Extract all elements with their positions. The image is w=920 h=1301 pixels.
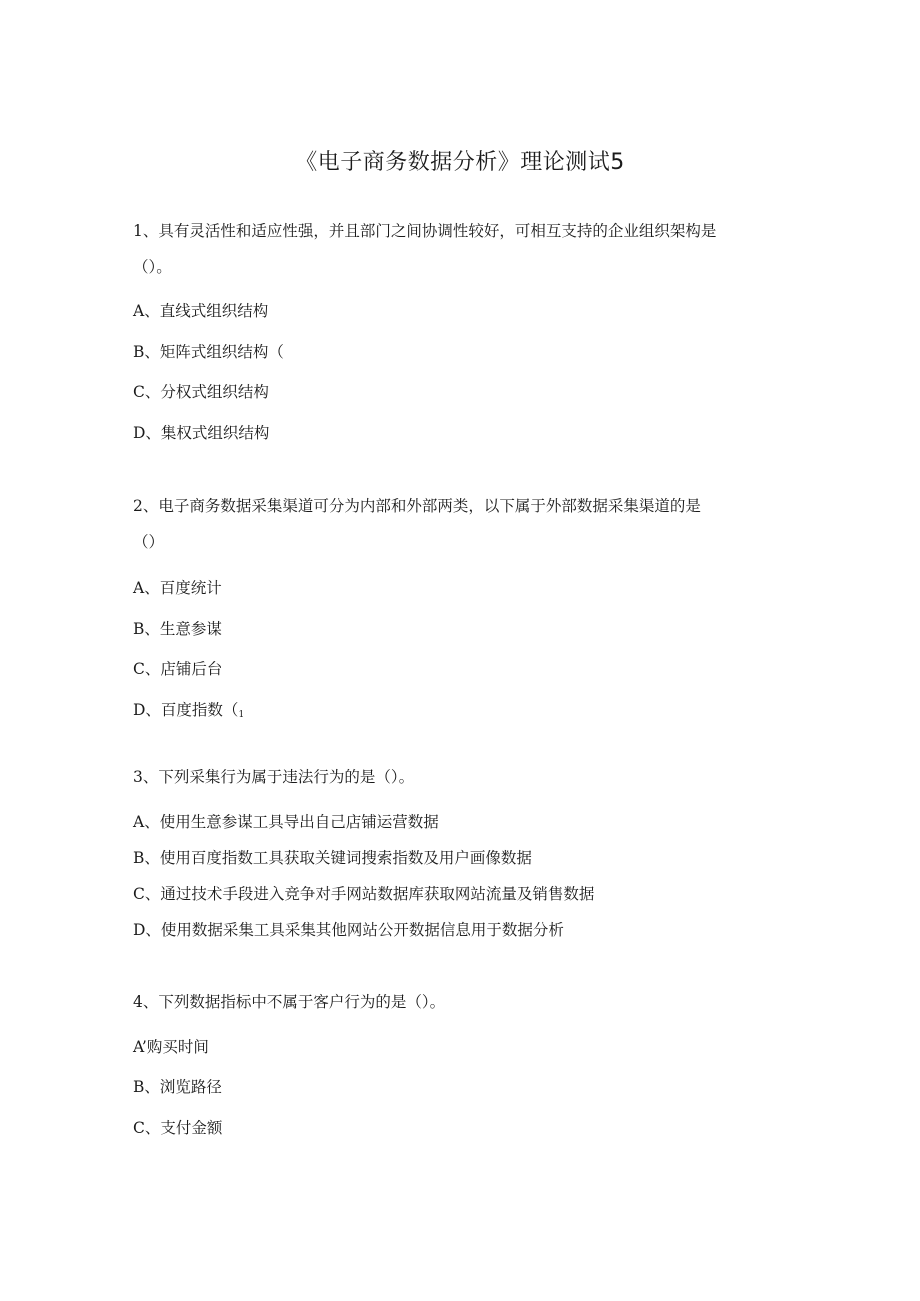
question-2-option-c: C、店铺后台 [133, 660, 223, 678]
question-1-stem-line-2: （）。 [133, 258, 172, 276]
question-2-option-d-mark: 1 [238, 710, 245, 720]
question-1-stem-line-1: 1、具有灵活性和适应性强，并且部门之间协调性较好，可相互支持的企业组织架构是 [133, 222, 717, 240]
question-4-option-c: C、支付金额 [133, 1119, 223, 1137]
question-4-stem-line-1: 4、下列数据指标中不属于客户行为的是（）。 [133, 993, 446, 1011]
question-3-option-d: D、使用数据采集工具采集其他网站公开数据信息用于数据分析 [133, 921, 564, 939]
question-2-stem-line-2: （） [133, 533, 165, 551]
question-4-option-a: A’购买时间 [133, 1038, 209, 1056]
question-3-stem-line-1: 3、下列采集行为属于违法行为的是（）。 [133, 768, 415, 786]
question-2-option-d [133, 698, 793, 727]
question-3-option-b: B、使用百度指数工具获取关键词搜索指数及用户画像数据 [133, 849, 532, 867]
question-3-option-a: A、使用生意参谋工具导出自己店铺运营数据 [133, 813, 439, 831]
question-2-option-d-text: D、百度指数（ [133, 701, 239, 719]
question-3-option-c: C、通过技术手段进入竞争对手网站数据库获取网站流量及销售数据 [133, 885, 595, 903]
document-title: 《电子商务数据分析》理论测试5 [295, 150, 625, 175]
question-1-option-c: C、分权式组织结构 [133, 383, 269, 401]
question-2-option-a: A、百度统计 [133, 579, 222, 597]
question-1-option-d: D、集权式组织结构 [133, 424, 270, 442]
question-2-stem-line-1: 2、电子商务数据采集渠道可分为内部和外部两类，以下属于外部数据采集渠道的是 [133, 497, 701, 515]
question-1-option-a: A、直线式组织结构 [133, 302, 269, 320]
question-4-option-b: B、浏览路径 [133, 1078, 222, 1096]
question-1-option-b: B、矩阵式组织结构（ [133, 343, 284, 361]
question-2-option-b: B、生意参谋 [133, 620, 222, 638]
